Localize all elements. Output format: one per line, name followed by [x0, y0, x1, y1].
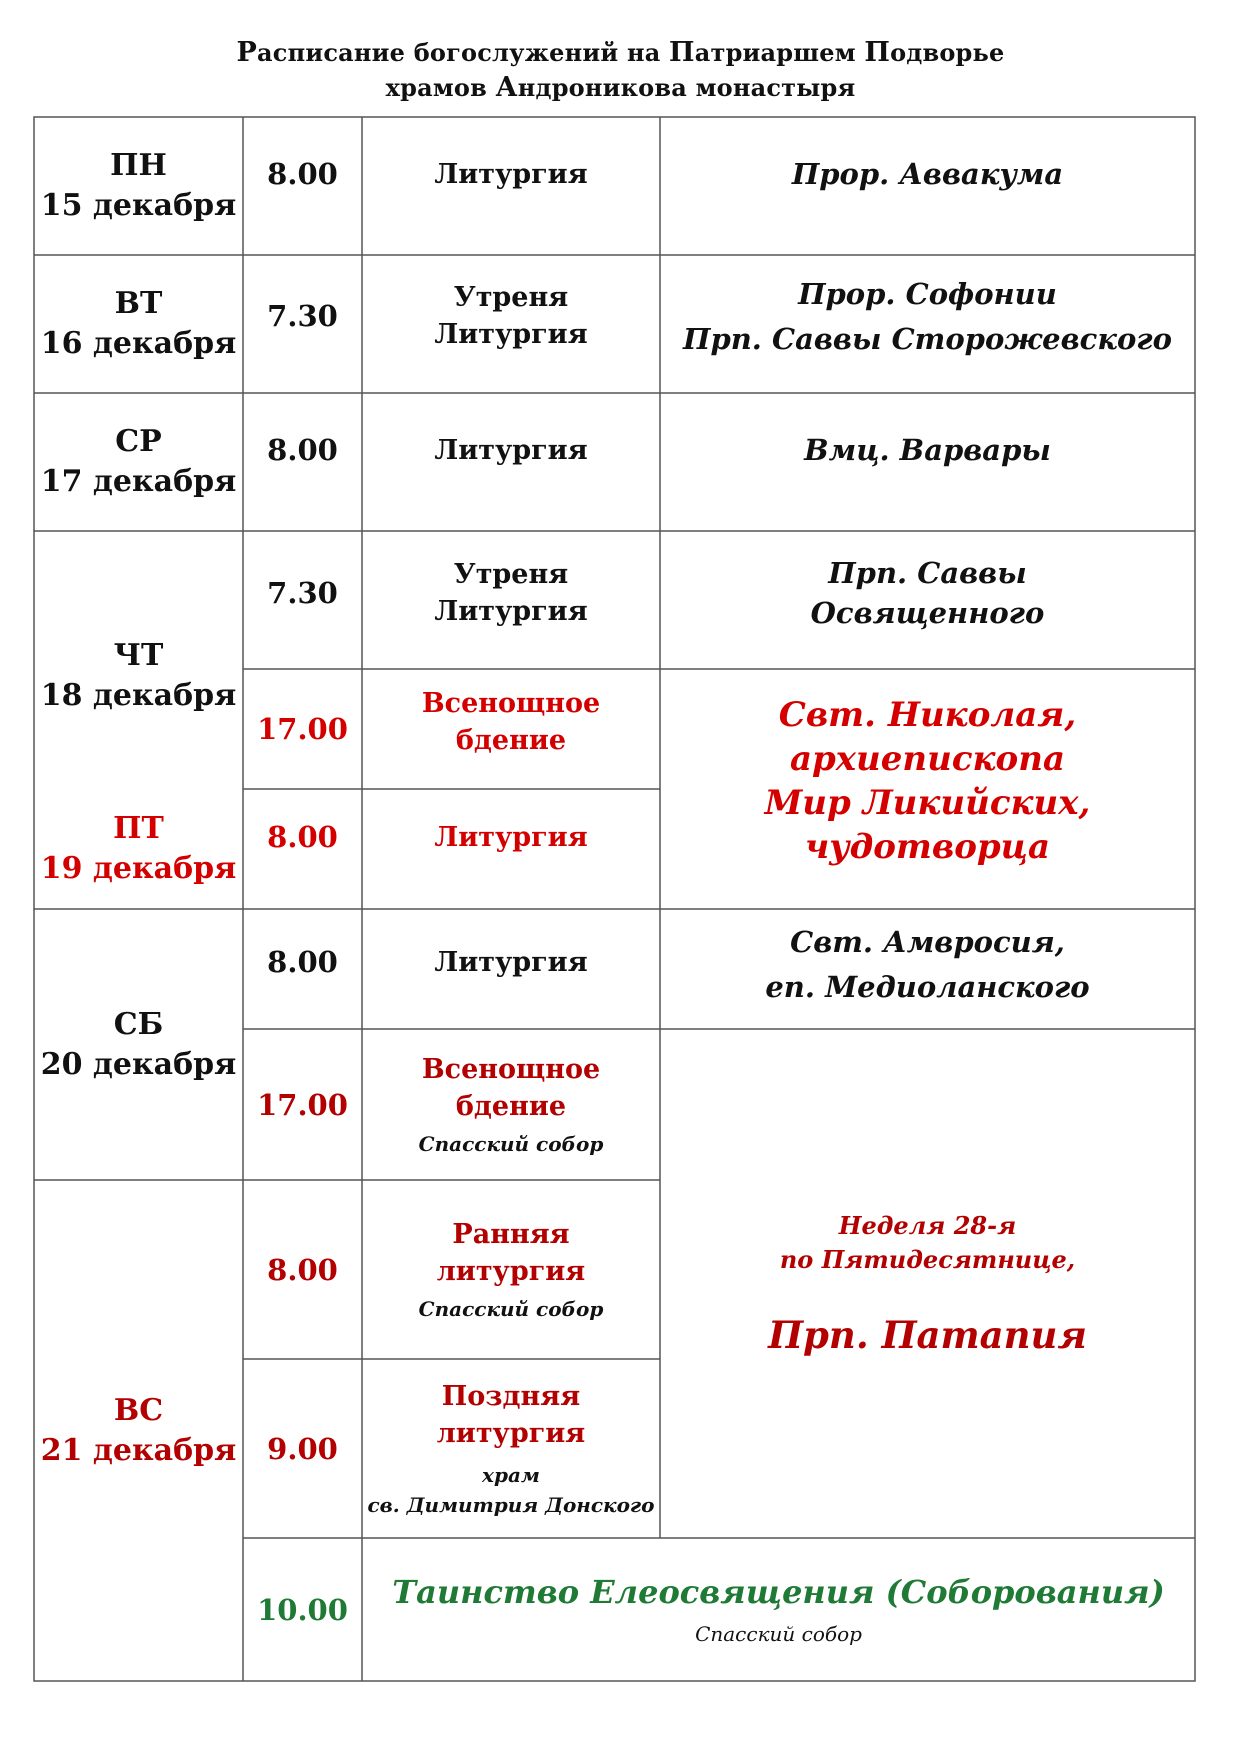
service-name: Литургия: [434, 158, 588, 190]
day-abbr: ВТ: [114, 286, 163, 321]
time-value: 9.00: [267, 1431, 338, 1466]
time-value: 10.00: [257, 1592, 348, 1627]
day-abbr: ВС: [113, 1392, 164, 1428]
feast-name: Прор. Аввакума: [791, 156, 1064, 191]
service-name-line: бдение: [455, 1090, 567, 1122]
service-name-line: литургия: [436, 1255, 586, 1287]
day-cell-sunday: [34, 1180, 243, 1681]
feast-name-line: Прп. Саввы Сторожевского: [683, 322, 1172, 356]
service-cell-unction: [362, 1538, 1195, 1681]
service-location: Спасский собор: [418, 1131, 604, 1156]
time-cell: [243, 1538, 362, 1681]
day-abbr: ПН: [110, 148, 167, 183]
service-cell: [362, 531, 660, 669]
day-date: 20 декабря: [40, 1046, 237, 1082]
page-title-line-2: храмов Андроникова монастыря: [385, 72, 856, 103]
service-location-line: храм: [482, 1462, 540, 1487]
feast-name-line: Освященного: [810, 596, 1045, 630]
service-location: Спасский собор: [418, 1296, 604, 1321]
service-name: Таинство Елеосвящения (Соборования): [392, 1573, 1165, 1611]
time-cell: [243, 255, 362, 393]
day-cell-tuesday: [34, 255, 243, 393]
service-name-line: Всенощное: [421, 688, 601, 719]
feast-cell: [660, 393, 1195, 531]
time-value: 7.30: [267, 576, 338, 610]
service-name-line: Ранняя: [452, 1218, 570, 1250]
service-name-line: Литургия: [434, 319, 588, 350]
time-cell: [243, 1180, 362, 1359]
day-abbr: СР: [115, 424, 162, 459]
service-cell: [362, 909, 660, 1029]
feast-name-line: чудотворца: [804, 827, 1051, 867]
feast-name-line: Прп. Патапия: [768, 1312, 1087, 1357]
feast-cell: [660, 117, 1195, 255]
feast-cell: [660, 909, 1195, 1029]
time-value: 7.30: [267, 299, 338, 333]
day-cell-monday: [34, 117, 243, 255]
feast-name-line: Неделя 28-я: [838, 1210, 1017, 1240]
service-name: Литургия: [434, 821, 588, 853]
feast-name-line: Свт. Амвросия,: [790, 925, 1065, 959]
time-cell: [243, 909, 362, 1029]
feast-name-line: еп. Медиоланского: [765, 970, 1090, 1004]
time-cell: [243, 1359, 362, 1538]
service-name-line: Утреня: [453, 559, 569, 590]
service-cell: [362, 393, 660, 531]
feast-cell: [660, 531, 1195, 669]
service-cell: [362, 117, 660, 255]
day-cell-wednesday: [34, 393, 243, 531]
day-abbr: ЧТ: [113, 638, 164, 673]
day-date: 19 декабря: [40, 851, 237, 886]
service-name: Литургия: [434, 434, 588, 466]
feast-name-line: архиепископа: [789, 739, 1065, 779]
time-value: 8.00: [267, 820, 338, 854]
feast-name-line: Прп. Саввы: [828, 556, 1027, 590]
time-cell: [243, 531, 362, 669]
time-cell: [243, 393, 362, 531]
time-value: 17.00: [257, 1087, 348, 1122]
feast-name-line: Мир Ликийских,: [764, 783, 1091, 823]
feast-name-line: Прор. Софонии: [798, 277, 1057, 311]
service-name-line: Всенощное: [421, 1053, 601, 1085]
service-name: Литургия: [434, 946, 588, 978]
day-date: 21 декабря: [40, 1432, 237, 1468]
service-name-line: Утреня: [453, 282, 569, 313]
feast-name: Вмц. Варвары: [804, 432, 1051, 467]
day-date: 18 декабря: [40, 678, 237, 713]
service-cell: [362, 1029, 660, 1180]
time-value: 8.00: [267, 433, 338, 467]
feast-cell-st-nicholas: [660, 669, 1195, 909]
service-cell: [362, 1359, 660, 1538]
day-date: 15 декабря: [40, 188, 237, 223]
feast-name-line: по Пятидесятнице,: [779, 1244, 1076, 1274]
day-abbr: ПТ: [113, 811, 164, 846]
time-cell: [243, 1029, 362, 1180]
time-cell: [243, 117, 362, 255]
day-date: 17 декабря: [40, 464, 237, 499]
time-value: 8.00: [267, 1252, 338, 1287]
time-cell: [243, 789, 362, 909]
service-cell: [362, 669, 660, 789]
service-cell: [362, 1180, 660, 1359]
time-value: 8.00: [267, 945, 338, 979]
service-name-line: Поздняя: [441, 1380, 581, 1412]
time-cell: [243, 669, 362, 789]
feast-name-line: Свт. Николая,: [778, 695, 1077, 735]
feast-cell: [660, 255, 1195, 393]
service-name-line: литургия: [436, 1417, 586, 1449]
page-title-line-1: Расписание богослужений на Патриаршем Подворье: [236, 37, 1005, 68]
time-value: 17.00: [257, 712, 348, 746]
service-location-line: св. Димитрия Донского: [367, 1492, 655, 1517]
day-cell-thursday: [34, 531, 243, 789]
service-name-line: Литургия: [434, 596, 588, 627]
day-cell-friday: [34, 789, 243, 909]
service-cell: [362, 255, 660, 393]
day-cell-saturday: [34, 909, 243, 1180]
time-value: 8.00: [267, 157, 338, 191]
service-location: Спасский собор: [695, 1622, 862, 1646]
day-date: 16 декабря: [40, 326, 237, 361]
feast-cell-sunday: [660, 1029, 1195, 1538]
day-abbr: СБ: [113, 1006, 164, 1042]
service-name-line: бдение: [455, 725, 567, 756]
service-cell: [362, 789, 660, 909]
